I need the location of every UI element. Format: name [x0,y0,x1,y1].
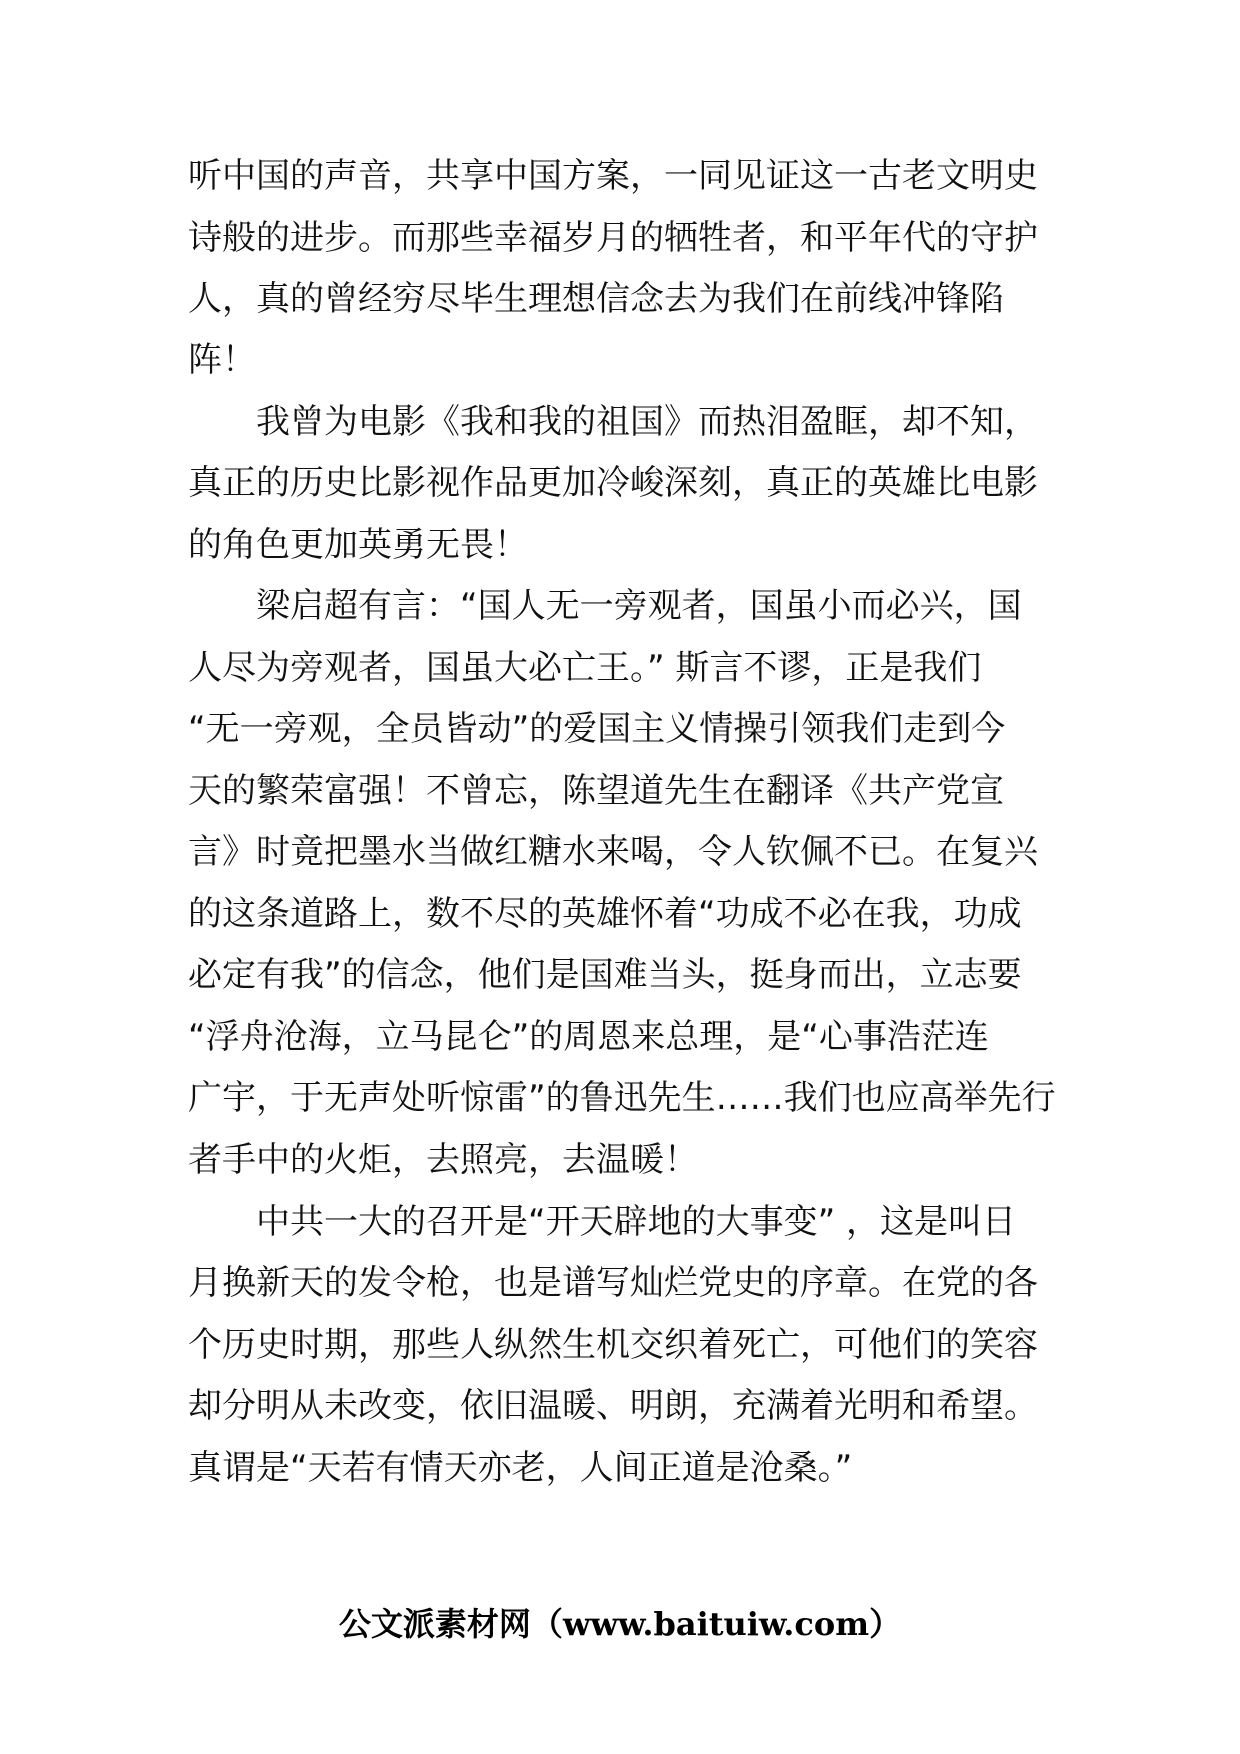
text-line: “浮舟沧海，立马昆仑”的周恩来总理，是“心事浩茫连 [188,1017,989,1057]
footer-source: 公文派素材网（www.baituiw.com） [338,1605,902,1643]
text-line: 的这条道路上，数不尽的英雄怀着“功成不必在我，功成 [188,894,1022,934]
text-line: 诗般的进步。而那些幸福岁月的牺牲者，和平年代的守护 [188,218,1038,258]
text-line: 广宇，于无声处听惊雷”的鲁迅先生……我们也应高举先行 [188,1078,1056,1118]
text-line: 真谓是“天若有情天亦老，人间正道是沧桑。” [188,1448,853,1488]
text-line: “无一旁观，全员皆动”的爱国主义情操引领我们走到今 [188,709,1006,749]
paragraph-first-line: 中共一大的召开是“开天辟地的大事变” ，这是叫日 [256,1202,1017,1242]
text-line: 阵！ [188,340,256,380]
text-line: 人，真的曾经穷尽毕生理想信念去为我们在前线冲锋陷 [188,279,1004,319]
text-line: 听中国的声音，共享中国方案，一同见证这一古老文明史 [188,156,1038,196]
text-line: 者手中的火炬，去照亮，去温暖！ [188,1140,698,1180]
text-line: 个历史时期，那些人纵然生机交织着死亡，可他们的笑容 [188,1325,1038,1365]
text-line: 必定有我”的信念，他们是国难当头，挺身而出，立志要 [188,955,1022,995]
text-line: 月换新天的发令枪，也是谱写灿烂党史的序章。在党的各 [188,1263,1038,1303]
text-line: 真正的历史比影视作品更加冷峻深刻，真正的英雄比电影 [188,463,1038,503]
text-line: 的角色更加英勇无畏！ [188,525,528,565]
text-line: 却分明从未改变，依旧温暖、明朗，充满着光明和希望。 [188,1386,1038,1426]
text-line: 天的繁荣富强！不曾忘，陈望道先生在翻译《共产党宣 [188,771,1004,811]
paragraph-first-line: 梁启超有言：“国人无一旁观者，国虽小而必兴，国 [256,586,1022,626]
text-line: 言》时竟把墨水当做红糖水来喝，令人钦佩不已。在复兴 [188,832,1038,872]
text-line: 人尽为旁观者，国虽大必亡王。” 斯言不谬，正是我们 [188,648,982,688]
paragraph-first-line: 我曾为电影《我和我的祖国》而热泪盈眶，却不知， [256,402,1038,442]
